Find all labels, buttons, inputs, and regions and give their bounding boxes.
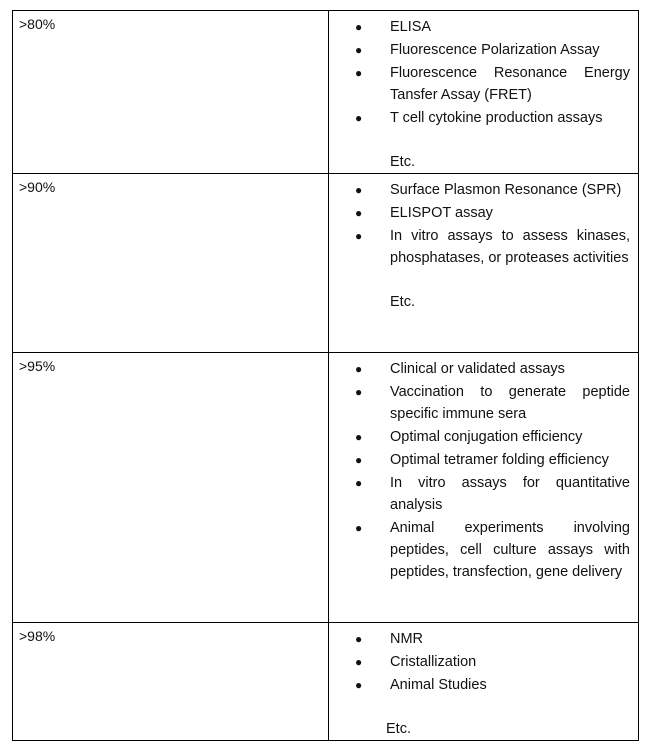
applications-cell [329,174,639,353]
table-row [13,174,639,353]
table-row [13,623,639,741]
etc-text: Etc. [390,154,415,170]
list-item: ● In vitro assays to assess kinases, phosphatases, or proteases activities [355,225,630,269]
bullet-icon: ● [355,66,363,80]
list-item: ● Animal Studies [355,674,630,696]
bullet-icon: ● [355,183,363,197]
purity-applications-table [12,10,639,741]
bullet-icon: ● [355,632,363,646]
purity-level: >90% [13,174,329,353]
table-row [13,353,639,623]
list-item: ● Cristallization [355,651,630,673]
bullet-icon: ● [355,678,363,692]
purity-level: >98% [13,623,329,741]
list-item: ● NMR [355,628,630,650]
bullet-icon: ● [355,20,363,34]
etc-text: Etc. [390,294,415,310]
applications-list [329,11,638,129]
bullet-icon: ● [355,43,363,57]
applications-list [329,353,638,583]
bullet-icon: ● [355,655,363,669]
list-item: ● In vitro assays for quantitative analysis [355,472,630,516]
list-item: ● Optimal tetramer folding efficiency [355,449,630,471]
bullet-icon: ● [355,362,363,376]
bullet-icon: ● [355,206,363,220]
etc-text: Etc. [386,721,411,737]
purity-level: >80% [13,11,329,174]
list-item: ● Clinical or validated assays [355,358,630,380]
applications-cell [329,623,639,741]
list-item: ● Vaccination to generate peptide specific immune sera [355,381,630,425]
list-item: ● T cell cytokine production assays [355,107,630,129]
list-item: ● Optimal conjugation efficiency [355,426,630,448]
bullet-icon: ● [355,111,363,125]
purity-level: >95% [13,353,329,623]
applications-list [329,623,638,696]
applications-cell [329,11,639,174]
list-item: ● ELISPOT assay [355,202,630,224]
list-item: ● Fluorescence Resonance Energy Tansfer Assay (FRET) [355,62,630,106]
bullet-icon: ● [355,521,363,535]
applications-cell [329,353,639,623]
table-row [13,11,639,174]
list-item: ● ELISA [355,16,630,38]
applications-list [329,174,638,269]
list-item: ● Surface Plasmon Resonance (SPR) [355,179,630,201]
list-item: ● Fluorescence Polarization Assay [355,39,630,61]
bullet-icon: ● [355,476,363,490]
bullet-icon: ● [355,430,363,444]
bullet-icon: ● [355,385,363,399]
bullet-icon: ● [355,229,363,243]
list-item: ● Animal experiments involving peptides, cell culture assays with peptides, transfection, gene delivery [355,517,630,583]
bullet-icon: ● [355,453,363,467]
